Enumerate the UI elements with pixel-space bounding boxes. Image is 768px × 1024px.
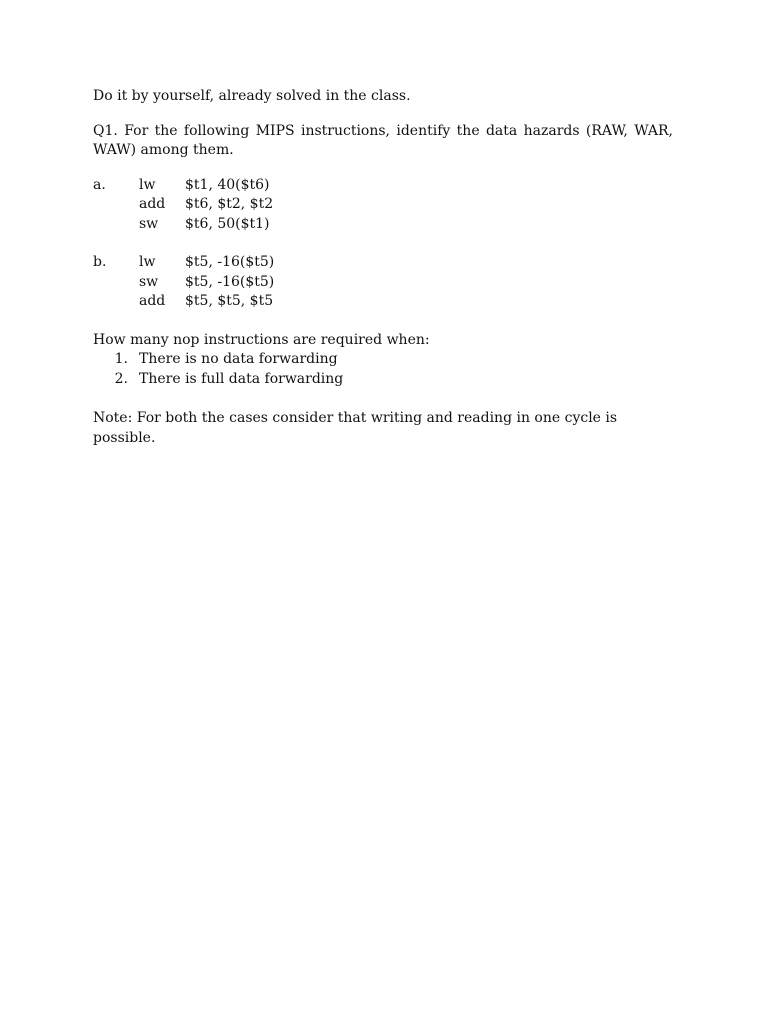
list-number: 2. bbox=[114, 370, 128, 387]
instruction-args: $t6, $t2, $t2 bbox=[185, 196, 274, 212]
list-number: 1. bbox=[114, 351, 128, 367]
instruction-op: lw bbox=[139, 254, 156, 270]
list-text: There is no data forwarding bbox=[139, 351, 338, 367]
list-item bbox=[93, 350, 673, 370]
document-page bbox=[93, 87, 673, 448]
cases-list bbox=[93, 350, 673, 389]
question-text: Q1. For the following MIPS instructions, identify the data hazards (RAW, WAR, WAW) among them. bbox=[93, 122, 673, 158]
instruction-args: $t5, -16($t5) bbox=[185, 254, 275, 270]
instruction-row bbox=[93, 253, 673, 273]
instruction-op: add bbox=[139, 293, 166, 309]
part-label: b. bbox=[93, 254, 107, 270]
part-b bbox=[93, 253, 673, 312]
note-text: Note: For both the cases consider that writing and reading in one cycle is possible. bbox=[93, 410, 618, 446]
list-text: There is full data forwarding bbox=[139, 370, 344, 387]
instruction-row bbox=[93, 176, 673, 196]
intro-text: Do it by yourself, already solved in the class. bbox=[93, 88, 411, 104]
instruction-op: sw bbox=[139, 215, 159, 232]
instruction-op: lw bbox=[139, 176, 156, 193]
instruction-row bbox=[93, 195, 673, 215]
part-label: a. bbox=[93, 176, 106, 193]
instruction-op: add bbox=[139, 196, 166, 212]
instruction-args: $t5, $t5, $t5 bbox=[185, 293, 274, 309]
instruction-row bbox=[93, 273, 673, 293]
nop-question: How many nop instructions are required when: bbox=[93, 331, 430, 348]
instruction-op: sw bbox=[139, 273, 159, 290]
part-a bbox=[93, 176, 673, 235]
instruction-row bbox=[93, 215, 673, 235]
instruction-args: $t6, 50($t1) bbox=[185, 215, 270, 232]
list-item bbox=[93, 370, 673, 390]
instruction-row bbox=[93, 292, 673, 312]
instruction-args: $t1, 40($t6) bbox=[185, 176, 270, 193]
instruction-args: $t5, -16($t5) bbox=[185, 273, 275, 290]
